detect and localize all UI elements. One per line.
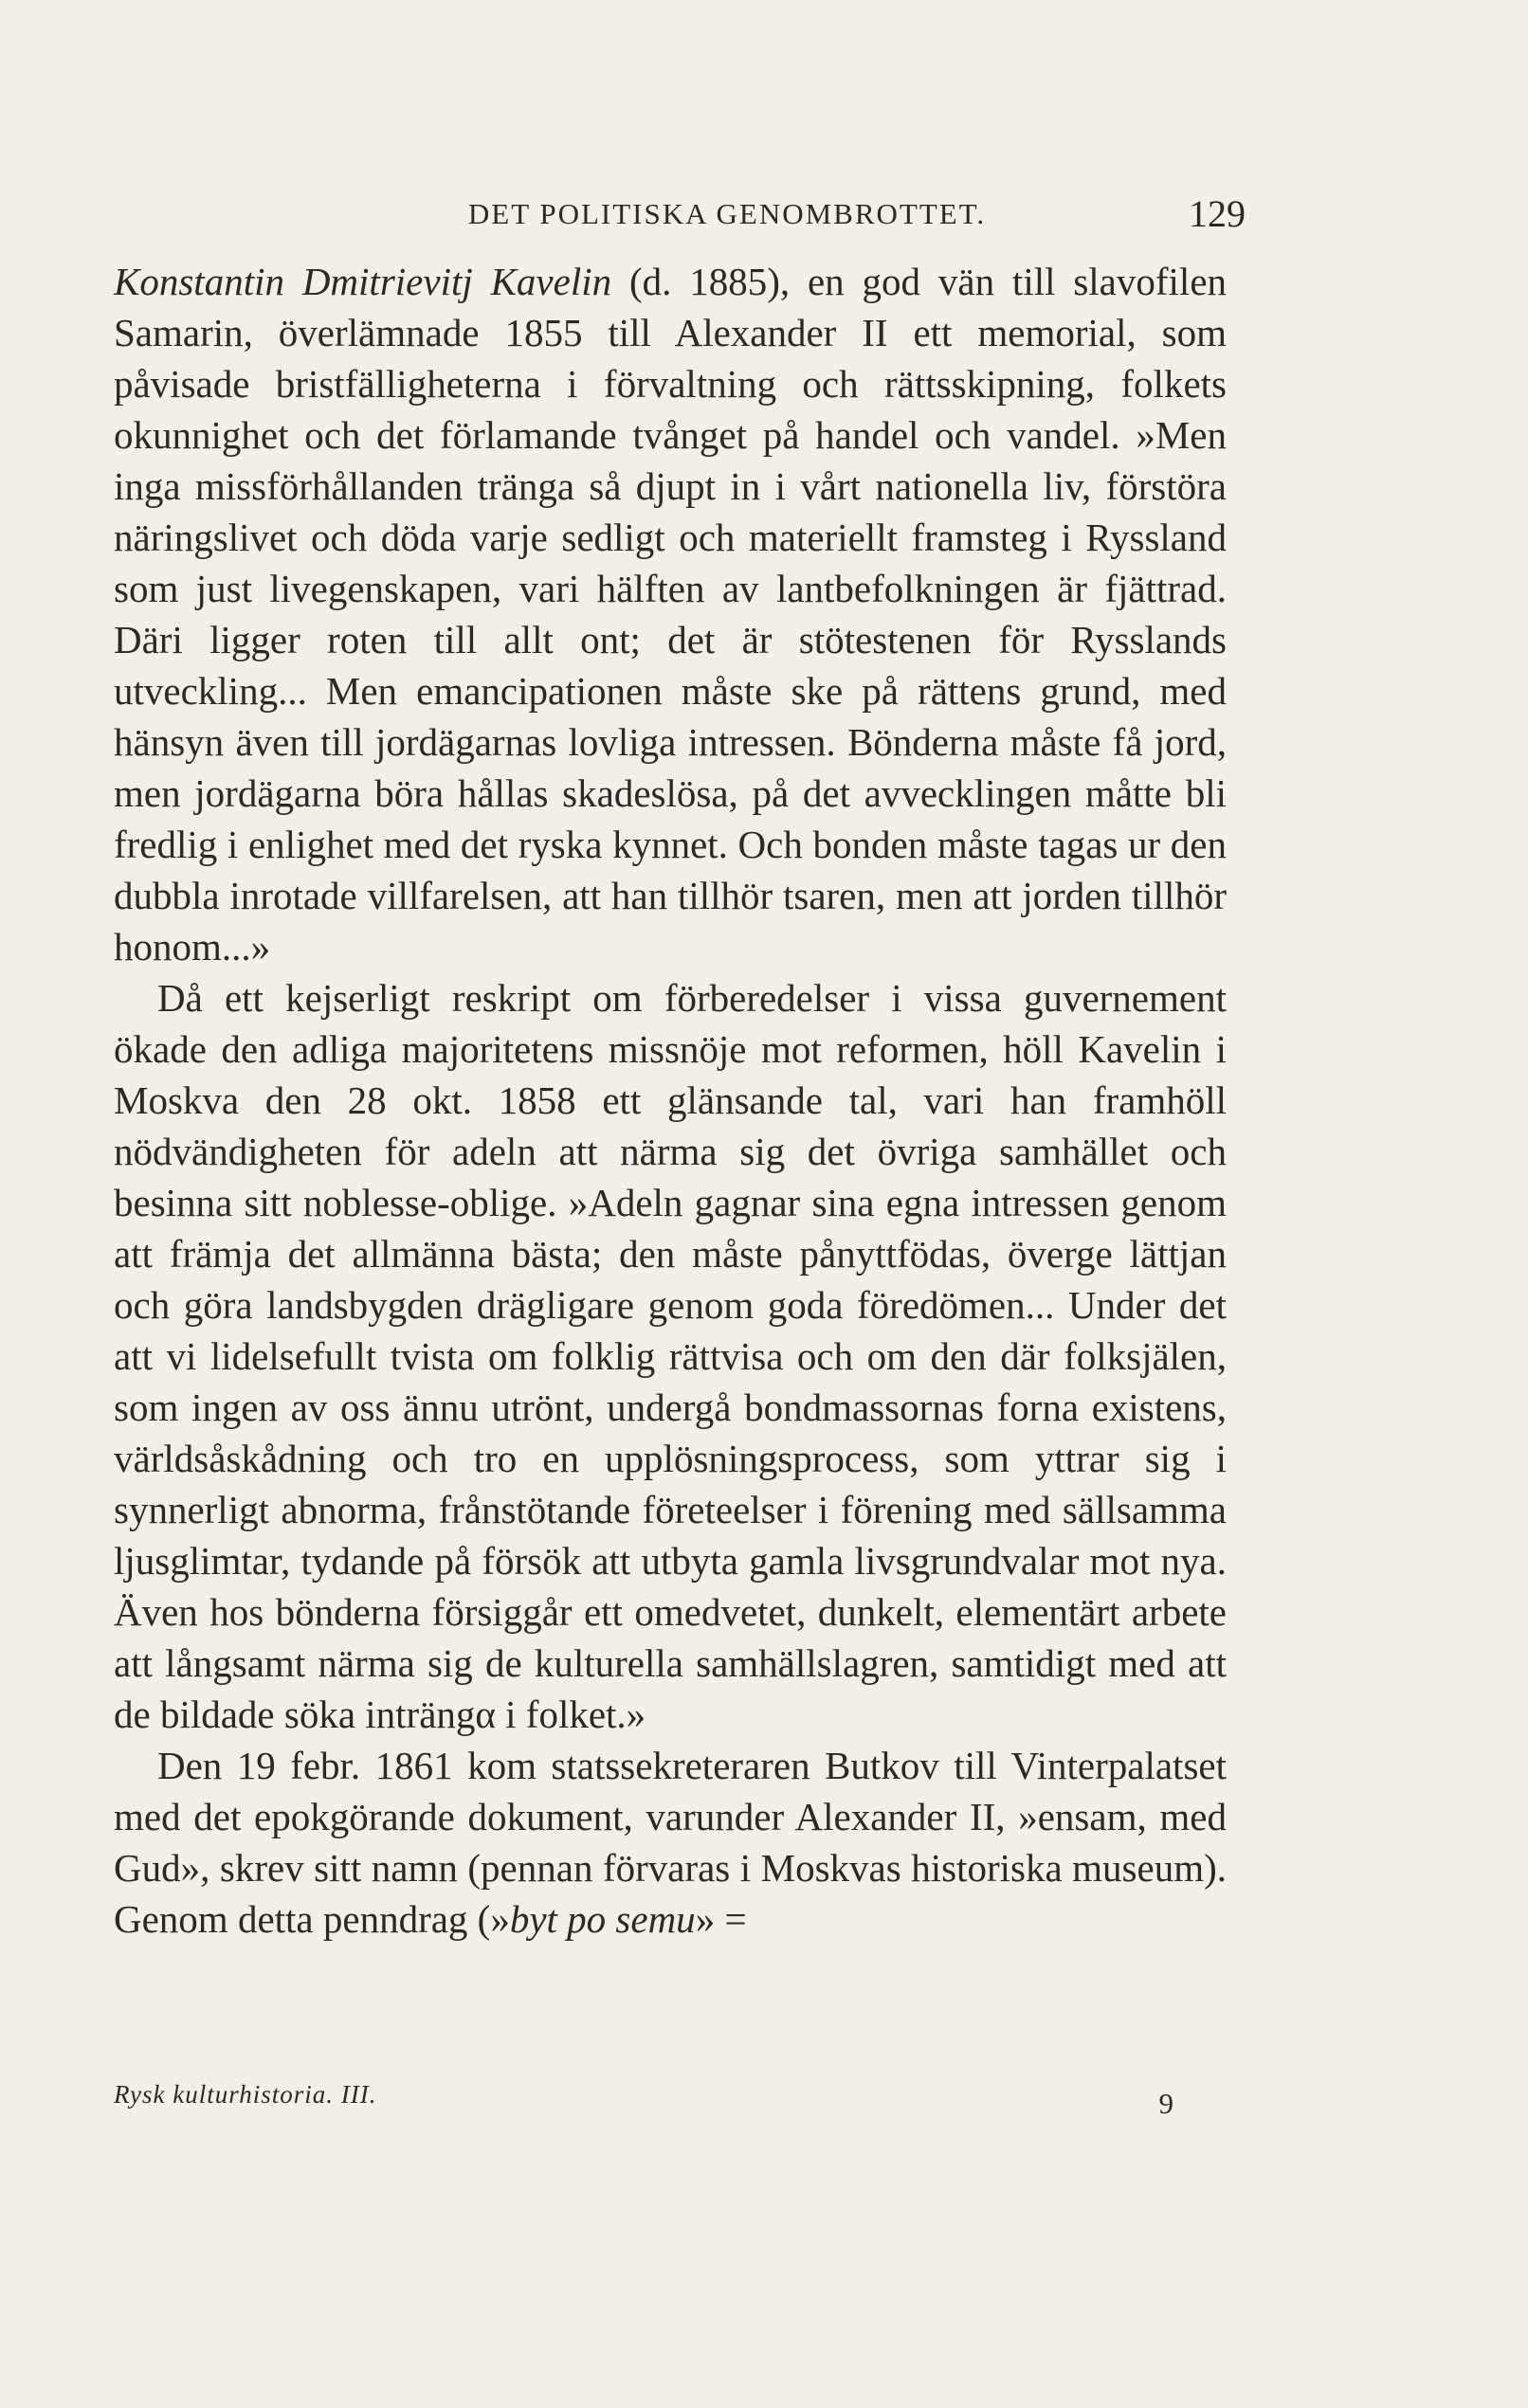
running-title: DET POLITISKA GENOMBROTTET. xyxy=(467,197,987,230)
paragraph-3-end: » = xyxy=(695,1897,747,1941)
paragraph-1 xyxy=(114,256,1227,972)
paragraph-1-text: (d. 1885), en god vän till slavofilen Samarin, överlämnade 1855 till Alexander II ett memorial, som påvisade bristfälligheterna i förvaltning och rättsskipning, folkets okunnighet och det förlamande tvånget på handel och vandel. »Men inga missförhållanden tränga så djupt in i vårt nationella liv, förstöra näringslivet och döda varje sedligt och materiellt framsteg i Ryssland som just livegenskapen, vari hälften av lantbefolkningen är fjättrad. Däri ligger roten till allt ont; det är stötestenen för Rysslands utveckling... Men emancipationen måste ske på rättens grund, med hänsyn även till jordägarnas lovliga intressen. Bönderna måste få jord, men jordägarna böra hållas skadeslösa, på det avvecklingen måtte bli fredlig i enlighet med det ryska kynnet. Och bonden måste tagas ur den dubbla inrotade villfarelsen, att han tillhör tsaren, men att jorden tillhör honom...» xyxy=(114,260,1228,969)
paragraph-2-text: Då ett kejserligt reskript om förberedelser i vissa guvernement ökade den adliga majoritetens missnöje mot reformen, höll Kavelin i Moskva den 28 okt. 1858 ett glänsande tal, vari han framhöll nödvändigheten för adeln att närma sig det övriga samhället och besinna sitt noblesse-oblige. »Adeln gagnar sina egna intressen genom att främja det allmänna bästa; den måste pånyttfödas, överge lättjan och göra landsbygden drägligare genom goda föredömen... Under det att vi lidelsefullt tvista om folklig rättvisa och om den där folksjälen, som ingen av oss ännu utrönt, undergå bondmassornas forna existens, världsåskådning och tro en upplösningsprocess, som yttrar sig i synnerligt abnorma, frånstötande företeelser i förening med sällsamma ljusglimtar, tydande på försök att utbyta gamla livsgrundvalar mot nya. Även hos bönderna försiggår ett omedvetet, dunkelt, elementärt arbete att långsamt närma sig de kulturella samhällslagren, samtidigt med att de bildade söka inträngα i folket.» xyxy=(114,976,1227,1736)
signature-mark: Rysk kulturhistoria. III. xyxy=(114,2080,377,2109)
paragraph-3-text: Den 19 febr. 1861 kom statssekreteraren Butkov till Vinterpalatset med det epokgörande dokument, varunder Alexander II, »ensam, med Gud», skrev sitt namn (pennan förvaras i Moskvas historiska museum). Genom detta penndrag (» xyxy=(114,1744,1227,1941)
paragraph-3 xyxy=(114,1740,1227,1945)
paragraph-2 xyxy=(114,972,1227,1740)
body-text xyxy=(114,256,1227,1945)
sheet-number: 9 xyxy=(1158,2087,1173,2120)
page-footer xyxy=(114,2071,1173,2118)
running-head xyxy=(209,186,1246,243)
page-number: 129 xyxy=(1189,192,1246,235)
russian-phrase: byt po semu xyxy=(509,1897,696,1941)
person-name: Konstantin Dmitrievitj Kavelin xyxy=(114,260,612,303)
